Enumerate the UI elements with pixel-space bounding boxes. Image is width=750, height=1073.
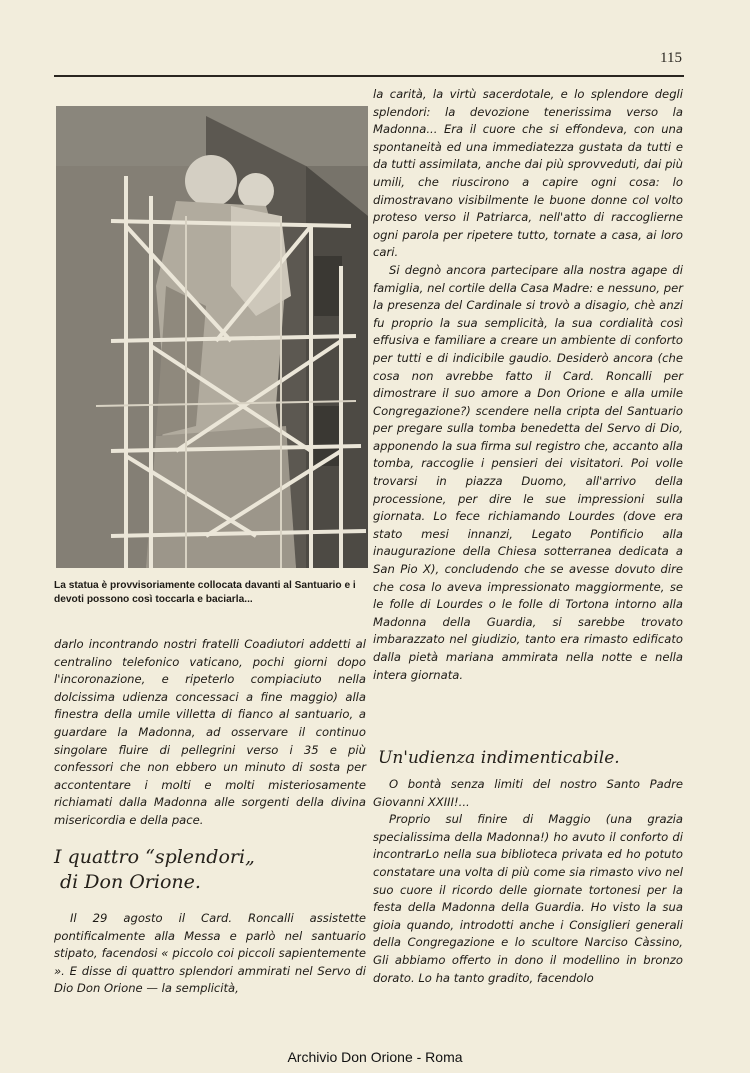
right-paragraph-3: O bontà senza limiti del nostro Santo Padre Giovanni XXIII!... bbox=[373, 777, 683, 809]
photo-caption: La statua è provvisoriamente collocata davanti al Santuario e i devoti possono così toccarla e baciarla... bbox=[54, 580, 356, 605]
section-heading-line-2: di Don Orione. bbox=[60, 871, 201, 893]
statue-photo bbox=[56, 106, 368, 568]
left-section-paragraph: Il 29 agosto il Card. Roncalli assistette pontificalmente alla Messa e parlò nel santuario stipato, facendosi « piccolo coi piccoli sapientemente ». E disse di quattro splendori ammirati nel Servo di Dio Don Orione — la semplicità, bbox=[54, 911, 366, 996]
section-heading-udienza: Un'udienza indimenticabile. bbox=[378, 748, 620, 768]
right-paragraph-4: Proprio sul finire di Maggio (una grazia specialissima della Madonna!) ho avuto il conforto di incontrarLo nella sua biblioteca privata ed ho potuto constatare una volta di più come sia rimasto vivo nel suo cuore il ricordo delle giornate tortonesi per la festa della Madonna della Guardia. Ho visto la sua gioia quando, introdotti anche i Consiglieri generali della Congregazione e lo scultore Narciso Càssino, Gli abbiamo offerto in dono il modellino in bronzo dorato. Lo ha tanto gradito, facendolo bbox=[373, 812, 683, 985]
right-column bbox=[373, 86, 683, 684]
page-number: 115 bbox=[660, 50, 682, 66]
left-column-continuation bbox=[54, 636, 366, 830]
right-paragraph-2: Si degnò ancora partecipare alla nostra agape di famiglia, nel cortile della Casa Madre: e nessuno, per la presenza del Cardinale si trovò a disagio, chè anzi fu proprio la sua semplicità, la sua cordialità così effusiva e familiare a creare un ambiente di conforto per tutti e di indicibile gaudio. Desiderò ancora (che cosa non avrebbe fatto il Card. Roncalli per dimostrare il suo amore a Don Orione e alla umile Congregazione?) scendere nella cripta del Santuario per pregare sulla tomba benedetta del Servo di Dio, apponendo la sua firma sul registro che, accanto alla tomba, raccoglie i pensieri dei visitatori. Poi volle trovarsi in piazza Duomo, all'arrivo della processione, per dire le sue impressioni sulla giornata. Lo fece richiamando Lourdes (dove era stato mesi innanzi, Legato Pontificio alla inaugurazione della Chiesa sotterranea dedicata a San Pio X), concludendo che se avesse dovuto dire che cosa lo aveva impressionato maggiormente, se le folle di Lourdes o le folle di Tortona intorno alla Madonna della Guardia, si sarebbe trovato imbarazzato nel giudizio, tanto era rimasto edificato dalla pietà mariana ammirata nella notte e nella intera giornata. bbox=[373, 262, 683, 682]
left-column-section bbox=[54, 910, 366, 998]
section-heading-splendori bbox=[54, 845, 354, 895]
section-heading-line-1: I quattro “splendori„ bbox=[54, 846, 255, 868]
right-paragraph-1: la carità, la virtù sacerdotale, e lo splendore degli splendori: la devozione tenerissima verso la Madonna... Era il cuore che si effondeva, con una spontaneità ed una immediatezza gustata da tutti e da tutti assimilata, anche dai più sprovveduti, dai più umili, che riuscirono a capire ogni cosa: lo dimostravano visibilmente le buone donne col volto proteso verso il Patriarca, nell'atto di raccoglierne ogni parola per ripetere tutto, tornate a casa, ai loro cari. bbox=[373, 87, 683, 260]
top-rule bbox=[54, 75, 684, 77]
left-paragraph-continuation: darlo incontrando nostri fratelli Coadiutori addetti al centralino telefonico vaticano, pochi giorni dopo l'incoronazione, e ripeterlo compiaciuto nella dolcissima udienza concessaci a fine maggio) alla finestra della umile villetta di fianco al santuario, a guardare la Madonna, ad osservare il continuo singolare fluire di pellegrini verso i 35 e più confessori che non ebbero un minuto di sosta per accontentare i molti e molti misteriosamente richiamati dalla Madonna alle sorgenti della divina misericordia e della pace. bbox=[54, 637, 366, 827]
archive-footer: Archivio Don Orione - Roma bbox=[287, 1049, 463, 1065]
right-column-lower bbox=[373, 776, 683, 987]
statue-scaffold-icon bbox=[56, 106, 368, 568]
